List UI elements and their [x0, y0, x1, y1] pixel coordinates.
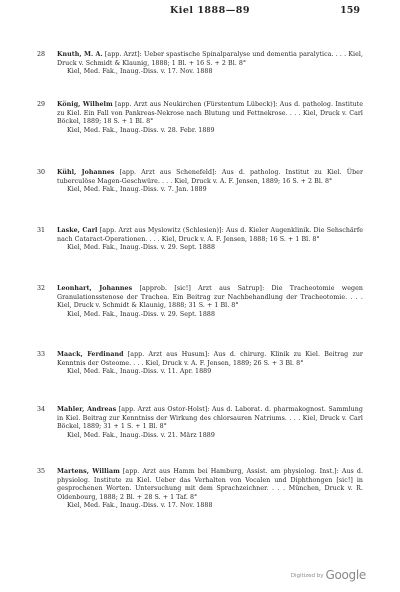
digitized-watermark — [291, 564, 366, 583]
entry-number: 35 — [37, 468, 46, 475]
entry-29 — [37, 101, 363, 135]
entry-number: 31 — [37, 227, 46, 234]
dissertation-note: Kiel, Med. Fak., Inaug.-Diss. v. 7. Jan. 1889 — [67, 186, 207, 194]
entry-number: 28 — [37, 51, 46, 58]
citation-text: [app. Arzt aus Ostor-Holst]: Aus d. Laborat. d. pharmakognost. Sammlung in Kiel. Beitrag zur Kenntniss der Wirkung des chlorsauren Natriums. . . . Kiel, Druck v. Carl Böckel, 1889; 31 + 1 S. + 1 Bl. 8° — [57, 406, 363, 431]
entry-33 — [37, 351, 363, 377]
dissertation-note: Kiel, Med. Fak., Inaug.-Diss. v. 21. März 1889 — [67, 431, 215, 439]
author-name: Leonhart, Johannes — [57, 285, 133, 292]
entry-citation — [57, 227, 363, 244]
entry-body — [57, 169, 363, 195]
dissertation-note: Kiel, Med. Fak., Inaug.-Diss. v. 17. Nov. 1888 — [67, 68, 213, 76]
author-name: Kühl, Johannes — [57, 169, 115, 176]
entry-citation — [57, 51, 363, 68]
entry-citation — [57, 101, 363, 127]
entry-32 — [37, 285, 363, 319]
entry-body — [57, 406, 363, 440]
citation-text: [app. Arzt aus Husum]: Aus d. chirurg. Klinik zu Kiel. Beitrag zur Kenntnis der Osteome. . . . Kiel, Druck v. A. F. Jensen, 1889; 26 S. + 3 Bl. 8° — [57, 351, 363, 367]
author-name: König, Wilhelm — [57, 101, 113, 108]
citation-text: [app. Arzt aus Neukirchen (Fürstentum Lübeck)]: Aus d. patholog. Institute zu Kiel. Ein Fall von Pankreas-Nekrose nach Blutung und Fettnekrose. . . . Kiel, Druck v. Carl Böckel, 1889; 18 S. + 1 Bl. 8° — [57, 101, 363, 126]
entry-35 — [37, 468, 363, 511]
dissertation-note: Kiel, Med. Fak., Inaug.-Diss. v. 29. Sept. 1888 — [67, 244, 216, 252]
entry-citation — [57, 285, 363, 311]
author-name: Mahler, Andreas — [57, 406, 117, 413]
citation-text: [app. Arzt]: Ueber spastische Spinalparalyse und dementia paralytica. . . . Kiel, Druck v. Schmidt & Klaunig, 1888; 1 Bl. + 16 S. + 2 Bl. 8° — [57, 51, 363, 67]
entry-body — [57, 51, 363, 77]
entry-number: 32 — [37, 285, 46, 292]
entry-number: 30 — [37, 169, 46, 176]
entry-body — [57, 468, 363, 511]
citation-text: [approb. [sic!] Arzt aus Satrup]: Die Tracheotomie wegen Granulationsstenose der Trachea. Ein Beitrag zur Nachbehandlung der Tracheotomie. . . . Kiel, Druck v. Schmidt & Klaunig, 1888; 31 S. + 1 Bl. 8° — [57, 285, 363, 310]
entry-31 — [37, 227, 363, 253]
author-name: Martens, William — [57, 468, 120, 475]
entry-30 — [37, 169, 363, 195]
entry-citation — [57, 468, 363, 502]
dissertation-note: Kiel, Med. Fak., Inaug.-Diss. v. 11. Apr. 1889 — [67, 368, 212, 376]
dissertation-note: Kiel, Med. Fak., Inaug.-Diss. v. 29. Sept. 1888 — [67, 310, 216, 318]
entry-28 — [37, 51, 363, 77]
entry-citation — [57, 406, 363, 432]
page-number: 159 — [340, 5, 360, 16]
entry-citation — [57, 169, 363, 186]
entry-number: 34 — [37, 406, 46, 413]
running-title: Kiel 1888—89 — [170, 5, 250, 16]
google-logo: Google — [325, 568, 366, 582]
entry-number: 33 — [37, 351, 46, 358]
entry-body — [57, 227, 363, 253]
author-name: Knuth, M. A. — [57, 51, 103, 58]
watermark-prefix: Digitized by — [290, 573, 324, 579]
entry-body — [57, 351, 363, 377]
dissertation-note: Kiel, Med. Fak., Inaug.-Diss. v. 28. Febr. 1889 — [67, 126, 215, 134]
citation-text: [app. Arzt aus Schenefeld]: Aus d. patholog. Institut zu Kiel. Über tuberculöse Magen-Geschwüre. . . . Kiel, Druck v. A. F. Jensen, 1889; 16 S. + 2 Bl. 8° — [57, 169, 364, 185]
citation-text: [app. Arzt aus Myslowitz (Schlesien)]: Aus d. Kieler Augenklinik. Die Sehschärfe nach Cataract-Operationen. . . . Kiel, Druck v. A. F. Jensen, 1888; 16 S. + 1 Bl. 8° — [57, 227, 363, 243]
author-name: Maack, Ferdinand — [57, 351, 124, 358]
author-name: Laske, Carl — [57, 227, 98, 234]
dissertation-note: Kiel, Med. Fak., Inaug.-Diss. v. 17. Nov. 1888 — [67, 502, 213, 510]
entry-number: 29 — [37, 101, 46, 108]
citation-text: [app. Arzt aus Hamm bei Hamburg, Assist. am physiolog. Inst.]: Aus d. physiolog. Institute zu Kiel. Ueber das Verhalten von Vocalen und Diphthongen [sic!] in gesprochenen Worten. Untersuchung mit dem Sprachzeichner. . . . München, Druck v. R. Oldenbourg, 1888; 2 Bl. + 28 S. + 1 Taf. 8° — [57, 468, 363, 501]
entry-body — [57, 101, 363, 135]
entry-body — [57, 285, 363, 319]
running-header — [60, 5, 360, 19]
entry-34 — [37, 406, 363, 440]
entry-citation — [57, 351, 363, 368]
